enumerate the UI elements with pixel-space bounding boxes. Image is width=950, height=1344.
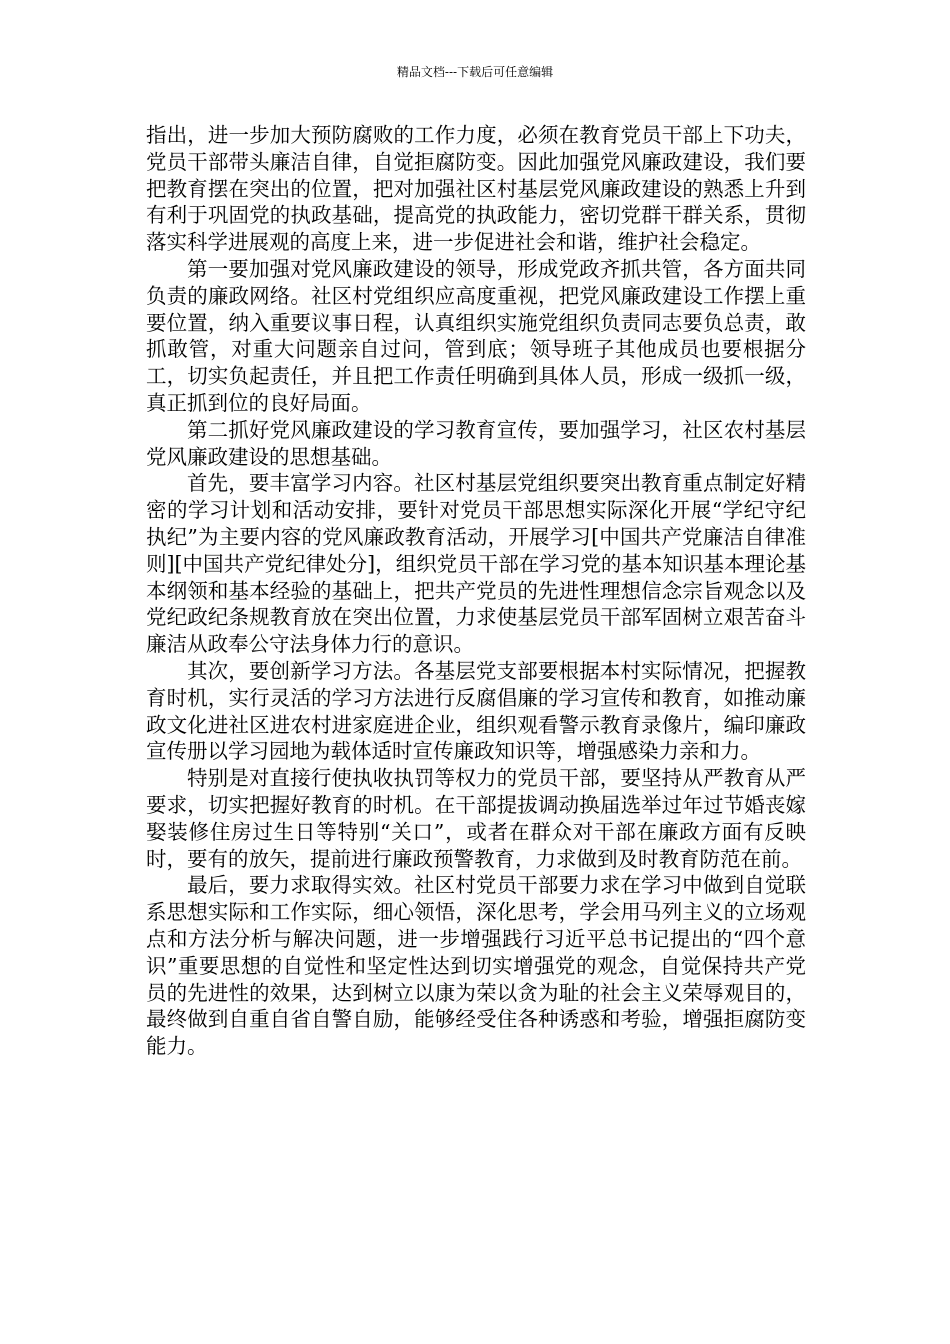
paragraph-7: 最后，要力求取得实效。社区村党员干部要力求在学习中做到自觉联系思想实际和工作实际，细心领悟，深化思考，学会用马列主义的立场观点和方法分析与解决问题，进一步增强践行习近平总书记提出的“四个意识”重要思想的自觉性和坚定性达到切实增强党的观念，自觉保持共产党员的先进性的效果，达到树立以康为荣以贪为耻的社会主义荣辱观目的，最终做到自重自省自警自励，能够经受住各种诱惑和考验，增强拒腐防变能力。	[146, 873, 806, 1059]
page-header: 精品文档---下载后可任意编辑	[396, 65, 554, 79]
document-body	[146, 122, 806, 1060]
paragraph-4: 首先，要丰富学习内容。社区村基层党组织要突出教育重点制定好精密的学习计划和活动安排，要针对党员干部思想实际深化开展“学纪守纪执纪”为主要内容的党风廉政教育活动，开展学习[中国共产党廉洁自律准则][中国共产党纪律处分]，组织党员干部在学习党的基本知识基本理论基本纲领和基本经验的基础上，把共产党员的先进性理想信念宗旨观念以及党纪政纪条规教育放在突出位置，力求使基层党员干部军固树立艰苦奋斗廉洁从政奉公守法身体力行的意识。	[146, 471, 806, 657]
paragraph-1: 指出，进一步加大预防腐败的工作力度，必须在教育党员干部上下功夫，党员干部带头廉洁自律，自觉拒腐防变。因此加强党风廉政建设，我们要把教育摆在突出的位置，把对加强社区村基层党风廉政建设的熟悉上升到有利于巩固党的执政基础，提高党的执政能力，密切党群干群关系，贯彻落实科学进展观的高度上来，进一步促进社会和谐，维护社会稳定。	[146, 123, 806, 255]
paragraph-2: 第一要加强对党风廉政建设的领导，形成党政齐抓共管，各方面共同负责的廉政网络。社区村党组织应高度重视，把党风廉政建设工作摆上重要位置，纳入重要议事日程，认真组织实施党组织负责同志要负总责，敢抓敢管，对重大问题亲自过问，管到底；领导班子其他成员也要根据分工，切实负起责任，并且把工作责任明确到具体人员，形成一级抓一级，真正抓到位的良好局面。	[146, 256, 806, 415]
paragraph-6: 特别是对直接行使执收执罚等权力的党员干部，要坚持从严教育从严要求，切实把握好教育的时机。在干部提拔调动换届选举过年过节婚丧嫁娶装修住房过生日等特别“关口”，或者在群众对干部在廉政方面有反映时，要有的放矢，提前进行廉政预警教育，力求做到及时教育防范在前。	[146, 766, 806, 871]
paragraph-3: 第二抓好党风廉政建设的学习教育宣传，要加强学习，社区农村基层党风廉政建设的思想基础。	[146, 417, 806, 469]
paragraph-5: 其次，要创新学习方法。各基层党支部要根据本村实际情况，把握教育时机，实行灵活的学习方法进行反腐倡廉的学习宣传和教育，如推动廉政文化进社区进农村进家庭进企业，组织观看警示教育录像片，编印廉政宣传册以学习园地为载体适时宣传廉政知识等，增强感染力亲和力。	[146, 658, 806, 764]
